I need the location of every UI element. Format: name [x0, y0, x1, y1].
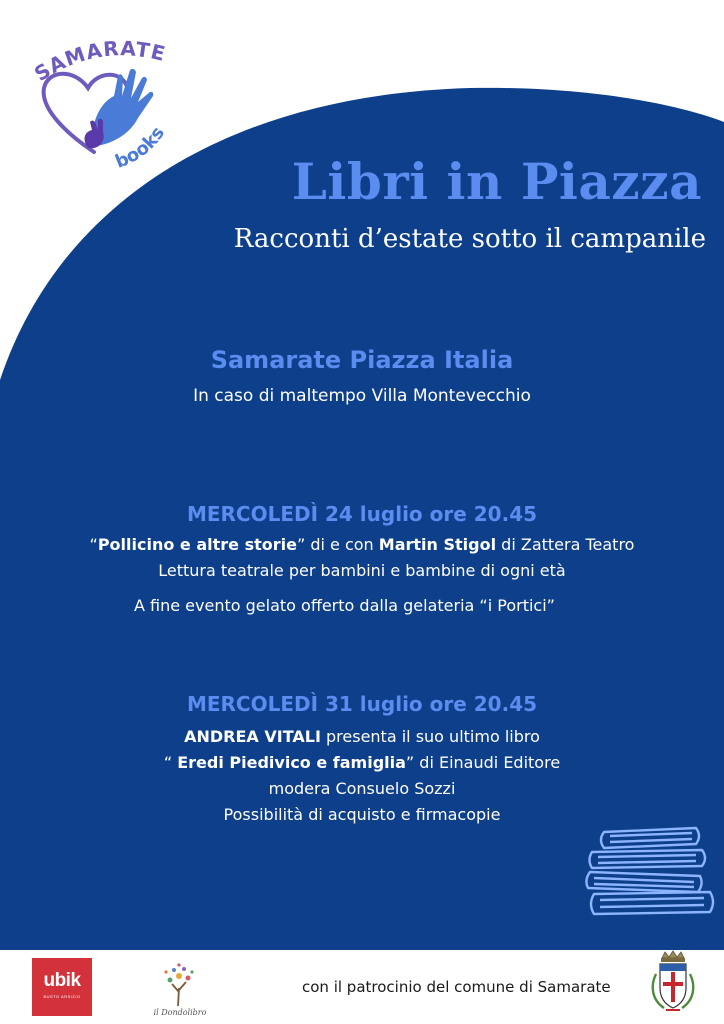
svg-text:books: books	[112, 122, 170, 173]
event-2-line-1	[0, 727, 724, 746]
event-1-line-3: A fine evento gelato offerto dalla gelateria “i Portici”	[134, 596, 555, 615]
event-1-line-1	[0, 535, 724, 554]
svg-text:SAMARATE: SAMARATE	[32, 40, 169, 87]
event-2-publisher: ” di Einaudi Editore	[405, 753, 561, 772]
event-2-line-3: modera Consuelo Sozzi	[268, 779, 456, 798]
heart-with-hand-logo-icon	[32, 40, 182, 180]
tree-icon	[148, 962, 212, 1008]
venue-alternative: In caso di maltempo Villa Montevecchio	[193, 386, 531, 406]
event-2-line-2	[0, 753, 724, 772]
event-1-quote-open: “	[89, 535, 98, 554]
event-2-line-4: Possibilità di acquisto e firmacopie	[223, 805, 501, 824]
stack-of-books-icon	[584, 820, 720, 932]
page-subtitle: Racconti d’estate sotto il campanile	[233, 224, 706, 254]
event-2-tail: presenta il suo ultimo libro	[320, 727, 540, 746]
ubik-name: ubik	[43, 970, 81, 991]
patronage-text: con il patrocinio del comune di Samarate	[302, 978, 611, 996]
dondolibro-logo	[148, 962, 212, 1020]
event-1-tail: di Zattera Teatro	[496, 535, 635, 554]
venue-name: Samarate Piazza Italia	[210, 346, 514, 374]
ubik-location: BUSTO ARSIZIO	[43, 994, 81, 999]
event-1-mid: ” di e con	[296, 535, 379, 554]
event-2-quote-open: “	[163, 753, 178, 772]
event-1-book-title: Pollicino e altre storie	[97, 535, 297, 554]
event-1-line-2: Lettura teatrale per bambini e bambine di ogni età	[158, 561, 566, 580]
samarate-books-logo	[32, 40, 182, 180]
ubik-logo	[32, 958, 92, 1016]
event-2-book-title: Eredi Piedivico e famiglia	[177, 753, 406, 772]
event-2-date: MERCOLEDÌ 31 luglio ore 20.45	[186, 692, 538, 716]
dondolibro-label: il Dondolibro	[153, 1008, 207, 1017]
event-1-author: Martin Stigol	[378, 535, 497, 554]
event-2-author: ANDREA VITALI	[184, 727, 321, 746]
page-title: Libri in Piazza	[291, 152, 702, 211]
event-1-date: MERCOLEDÌ 24 luglio ore 20.45	[186, 502, 538, 526]
samarate-crest-icon	[650, 950, 696, 1016]
